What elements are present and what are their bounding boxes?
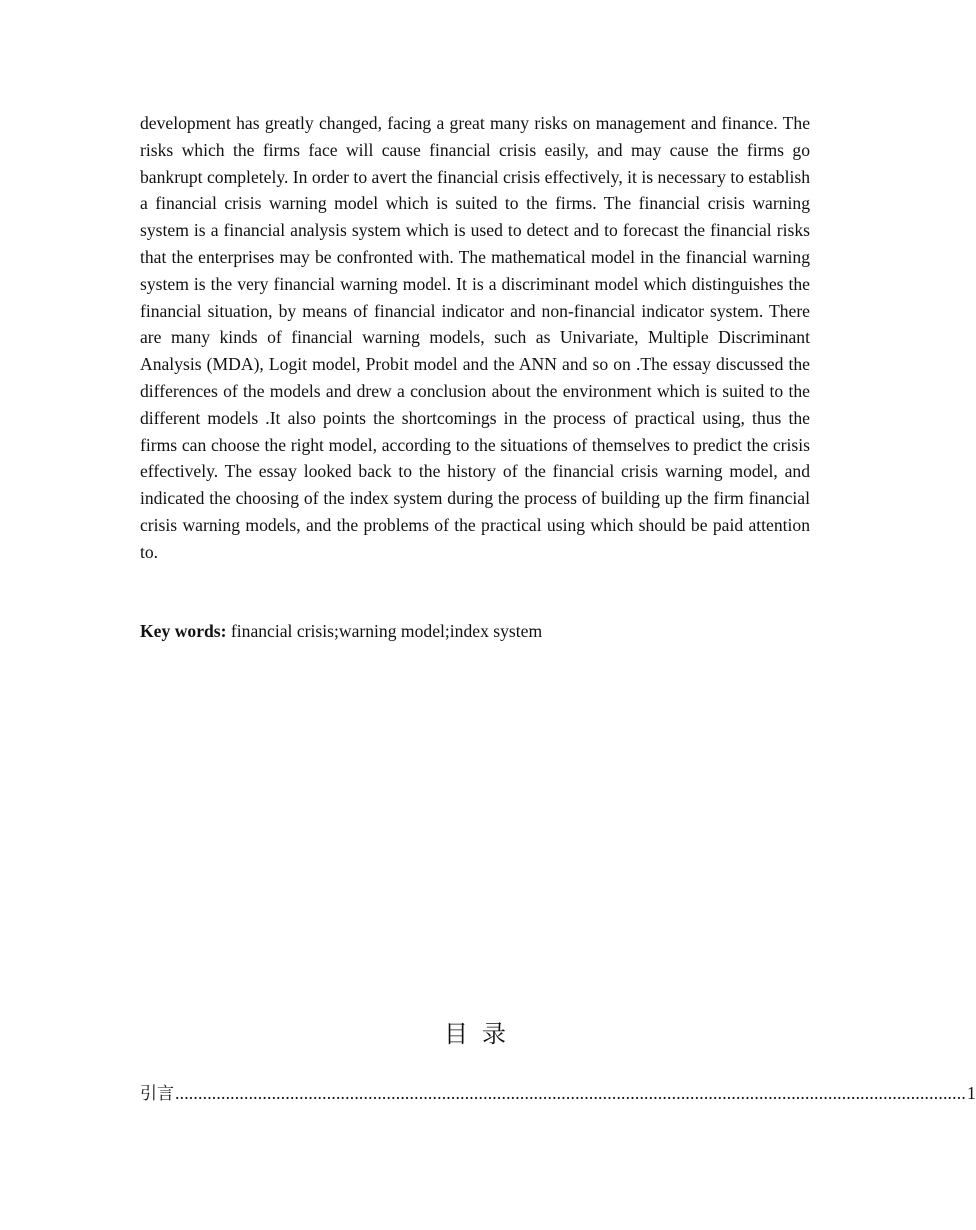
keywords-label: Key words: bbox=[140, 621, 227, 641]
keywords-line bbox=[140, 618, 810, 645]
toc-title: 目录 bbox=[444, 1020, 520, 1048]
toc-entry-page-number: 1 bbox=[966, 1083, 976, 1103]
abstract-paragraph: development has greatly changed, facing a great many risks on management and finance. The risks which the firms face will cause financial crisis easily, and may cause the firms go bankrupt completely. In order to avert the financial crisis effectively, it is necessary to establish a financial crisis warning model which is suited to the firms. The financial crisis warning system is a financial analysis system which is used to detect and to forecast the financial risks that the enterprises may be confronted with. The mathematical model in the financial warning system is the very financial warning model. It is a discriminant model which distinguishes the financial situation, by means of financial indicator and non-financial indicator system. There are many kinds of financial warning models, such as Univariate, Multiple Discriminant Analysis (MDA), Logit model, Probit model and the ANN and so on .The essay discussed the differences of the models and drew a conclusion about the environment which is suited to the different models .It also points the shortcomings in the process of practical using, thus the firms can choose the right model, according to the situations of themselves to predict the crisis effectively. The essay looked back to the history of the financial crisis warning model, and indicated the choosing of the index system during the process of building up the firm financial crisis warning models, and the problems of the practical using which should be paid attention to. bbox=[140, 113, 810, 562]
toc-entry-introduction[interactable] bbox=[140, 1080, 976, 1107]
toc-leader-dots: ............................................................................................................................................................................ bbox=[175, 1083, 966, 1103]
toc-entry-label: 引言 bbox=[140, 1084, 174, 1104]
keywords-value: financial crisis;warning model;index system bbox=[230, 621, 543, 641]
